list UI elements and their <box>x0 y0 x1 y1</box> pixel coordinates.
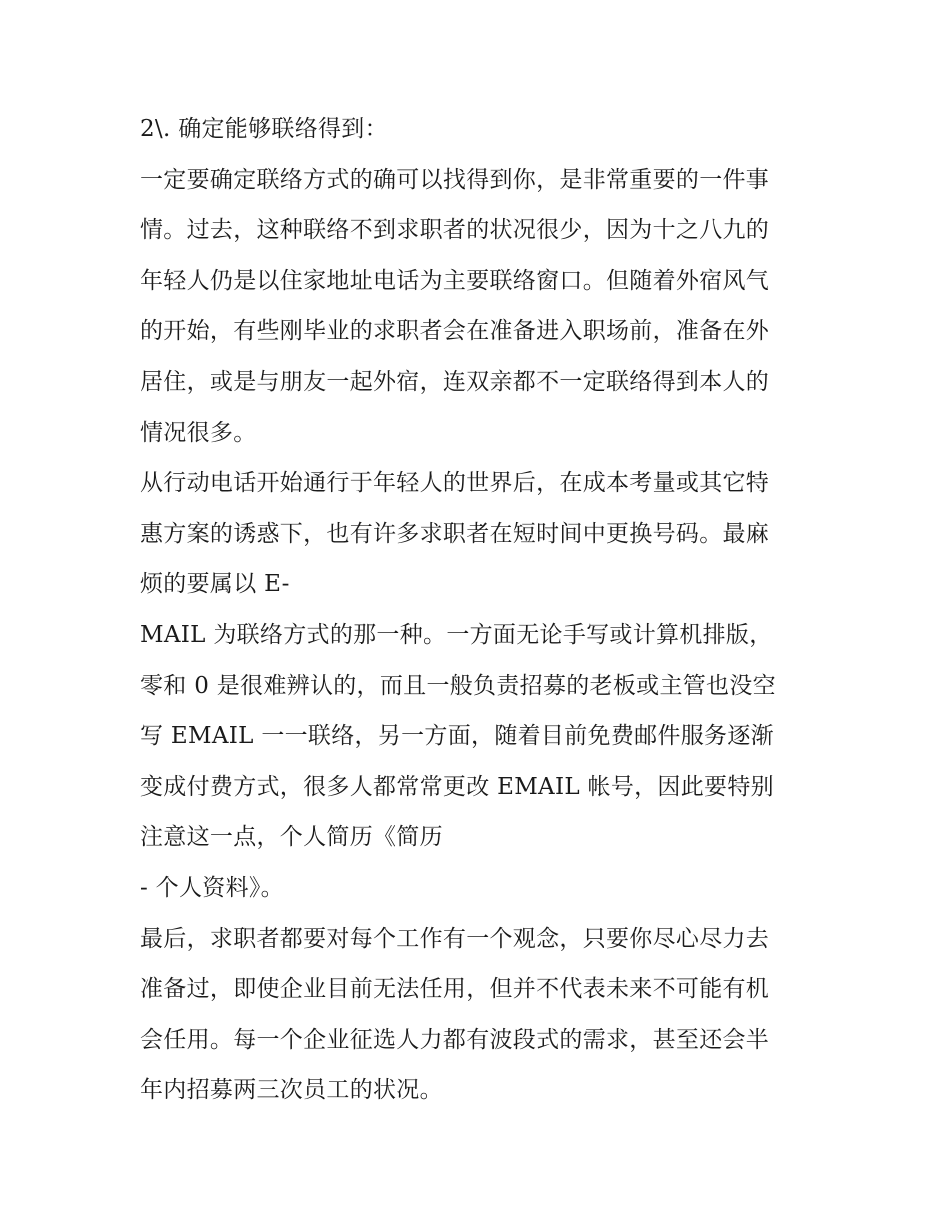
text-line: 惠方案的诱惑下，也有许多求职者在短时间中更换号码。最麻 <box>140 520 770 547</box>
text-line: - 个人资料》。 <box>140 874 284 901</box>
text-line: 写 EMAIL 一一联络，另一方面，随着目前免费邮件服务逐渐 <box>140 723 774 750</box>
text-line: 年内招募两三次员工的状况。 <box>140 1077 443 1104</box>
text-line: 一定要确定联络方式的确可以找得到你，是非常重要的一件事 <box>140 166 770 193</box>
heading-line: 2\. 确定能够联络得到： <box>140 116 388 142</box>
text-line: 情况很多。 <box>140 419 257 446</box>
text-line: 会任用。每一个企业征选人力都有波段式的需求，甚至还会半 <box>140 1026 770 1053</box>
text-line: 年轻人仍是以住家地址电话为主要联络窗口。但随着外宿风气 <box>140 267 770 294</box>
text-line: 从行动电话开始通行于年轻人的世界后，在成本考量或其它特 <box>140 470 770 497</box>
text-line: 烦的要属以 E- <box>140 571 290 598</box>
text-line: 准备过，即使企业目前无法任用，但并不代表未来不可能有机 <box>140 976 770 1003</box>
text-line: 注意这一点，个人简历《简历 <box>140 824 443 851</box>
text-line: 的开始，有些刚毕业的求职者会在准备进入职场前，准备在外 <box>140 318 770 345</box>
body-text <box>140 104 820 1116</box>
text-line: 最后，求职者都要对每个工作有一个观念，只要你尽心尽力去 <box>140 925 770 952</box>
text-line: 居住，或是与朋友一起外宿，连双亲都不一定联络得到本人的 <box>140 368 770 395</box>
text-line: 零和 0 是很难辨认的，而且一般负责招募的老板或主管也没空 <box>140 672 776 699</box>
text-line: 变成付费方式，很多人都常常更改 EMAIL 帐号，因此要特别 <box>140 773 774 800</box>
text-line: 情。过去，这种联络不到求职者的状况很少，因为十之八九的 <box>140 217 770 244</box>
text-line: MAIL 为联络方式的那一种。一方面无论手写或计算机排版， <box>140 621 773 648</box>
